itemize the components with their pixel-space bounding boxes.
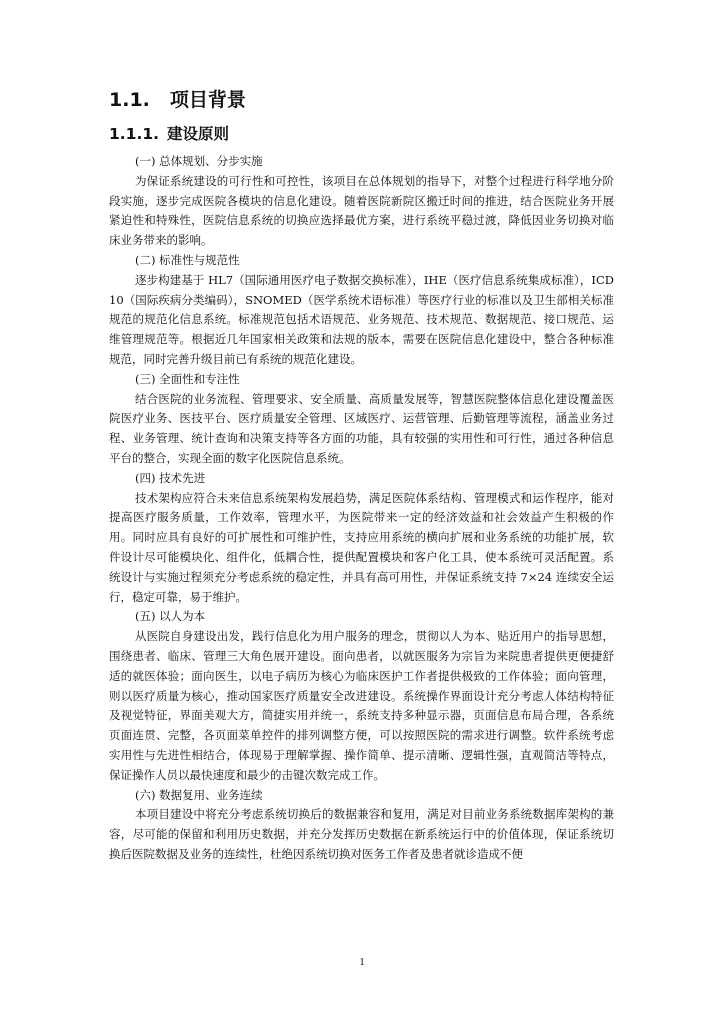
principle-3-body: 结合医院的业务流程、管理要求、安全质量、高质量发展等，智慧医院整体信息化建设覆盖医院医疗业务、医技平台、医疗质量安全管理、区域医疗、运营管理、后勤管理等流程，涵盖业务过程、业务管理、统计查询和决策支持等各方面的功能，具有较强的实用性和可行性，通过各种信息平台的整合，实现全面的数字化医院信息系统。 (109, 391, 614, 465)
principle-3-title: (三) 全面性和专注性 (135, 371, 240, 386)
principle-2-body: 逐步构建基于 HL7（国际通用医疗电子数据交换标准），IHE（医疗信息系统集成标准），ICD10（国际疾病分类编码），SNOMED（医学系统术语标准）等医疗行业的标准以及卫生部相关标准规范的规范化信息系统。标准规范包括术语规范、业务规范、技术规范、数据规范、接口规范、运维管理规范等。根据近几年国家相关政策和法规的版本，需要在医院信息化建设中，整合各种标准规范，同时完善升级目前已有系统的规范化建设。 (109, 272, 614, 366)
principle-6-body: 本项目建设中将充分考虑系统切换后的数据兼容和复用，满足对目前业务系统数据库架构的兼容，尽可能的保留和利用历史数据，并充分发挥历史数据在新系统运行中的价值体现，保证系统切换后医院数据及业务的连续性，杜绝因系统切换对医务工作者及患者就诊造成不便 (109, 807, 614, 861)
section-heading (109, 86, 614, 114)
subsection-heading (109, 122, 614, 146)
principle-2-title: (二) 标准性与规范性 (135, 252, 240, 267)
page-number: 1 (359, 956, 365, 968)
principle-4-body: 技术架构应符合未来信息系统架构发展趋势，满足医院体系结构、管理模式和运作程序，能对提高医疗服务质量，工作效率，管理水平，为医院带来一定的经济效益和社会效益产生积极的作用。同时应具有良好的可扩展性和可维护性，支持应用系统的横向扩展和业务系统的功能扩展，软件设计尽可能模块化、组件化，低耦合性，提供配置模块和客户化工具，使本系统可灵活配置。系统设计与实施过程须充分考虑系统的稳定性，并具有高可用性，并保证系统支持 7×24 连续安全运行，稳定可靠，易于维护。 (109, 490, 614, 604)
section-heading-number: 1.1. (109, 89, 150, 111)
principle-5-title: (五) 以人为本 (135, 609, 206, 624)
page-content (109, 86, 614, 865)
subsection-heading-number: 1.1.1. (109, 125, 160, 143)
principle-5-body: 从医院自身建设出发，践行信息化为用户服务的理念，贯彻以人为本、贴近用户的指导思想，围绕患者、临床、管理三大角色展开建设。面向患者，以就医服务为宗旨为来院患者提供更便捷舒适的就医体验；面向医生，以电子病历为核心为临床医护工作者提供极致的工作体验；面向管理，则以医疗质量为核心，推动国家医疗质量安全改进建设。系统操作界面设计充分考虑人体结构特征及视觉特征，界面美观大方，简捷实用并统一，系统支持多种显示器，页面信息布局合理，各系统页面连贯、完整，各页面菜单控件的排列调整方便，可以按照医院的需求进行调整。软件系统考虑实用性与先进性相结合，体现易于理解掌握、操作简单、提示清晰、逻辑性强，直观简洁等特点，保证操作人员以最快速度和最少的击键次数完成工作。 (109, 629, 614, 782)
section-heading-title: 项目背景 (169, 89, 246, 111)
subsection-heading-title: 建设原则 (167, 125, 230, 143)
principle-6-title: (六) 数据复用、业务连续 (135, 787, 263, 802)
principle-1-title: (一) 总体规划、分步实施 (135, 154, 263, 168)
principle-1-body: 为保证系统建设的可行性和可控性，该项目在总体规划的指导下，对整个过程进行科学地分阶段实施，逐步完成医院各模块的信息化建设。随着医院新院区搬迁时间的推进，结合医院业务开展紧迫性和特殊性，医院信息系统的切换应选择最优方案，进行系统平稳过渡，降低因业务切换对临床业务带来的影响。 (109, 173, 614, 248)
principle-4-title: (四) 技术先进 (135, 470, 206, 485)
